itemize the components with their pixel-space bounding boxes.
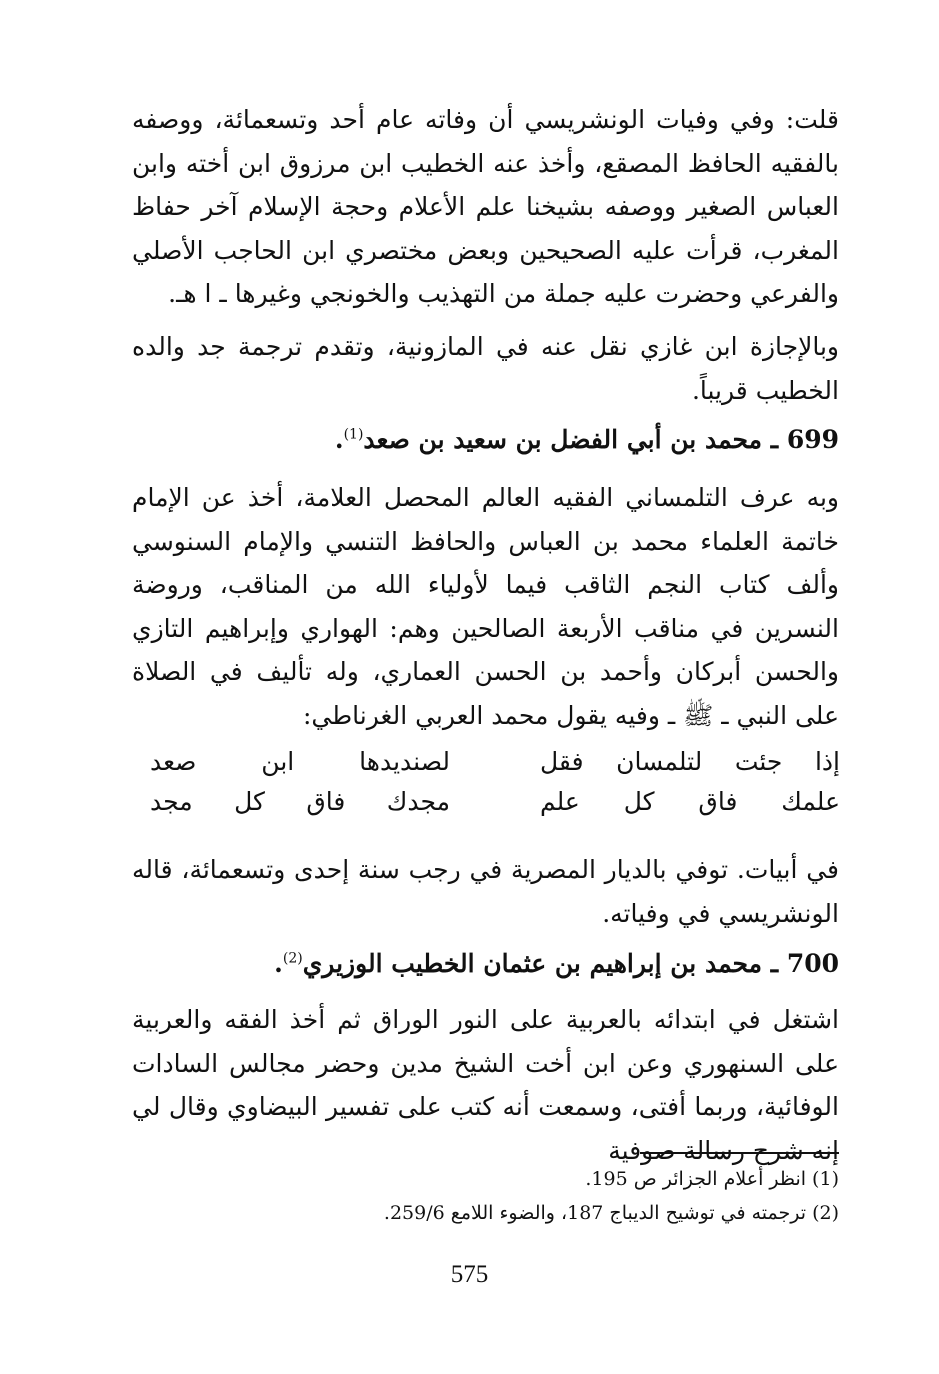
footnote-1: (1) انظر أعلام الجزائر ص 195.: [585, 1168, 839, 1190]
entry-heading-699: 699 ـ محمد بن أبي الفضل بن سعيد بن صعد$^{(1)}$.: [334, 425, 839, 454]
verse-line-2-first-hemistich: علمك فاق كل علم: [540, 787, 840, 816]
paragraph-death: في أبيات. توفي بالديار المصرية في رجب سنة إحدى وتسعمائة، قاله الونشريسي في وفياته.: [132, 855, 839, 928]
footnote-ref-2: (2): [282, 950, 303, 967]
verse-line-1-first-hemistich: إذا جئت لتلمسان فقل: [540, 747, 840, 776]
verse-line-2: [150, 782, 840, 822]
paragraph-qult: قلت: وفي وفيات الونشريسي أن وفاته عام أحد وتسعمائة، ووصفه بالفقيه الحافظ المصقع، وأخذ عنه الخطيب ابن مرزوق ابن أخته وابن العباس الصغير ووصفه بشيخنا علم الأعلام وحجة الإسلام آخر حفاظ المغرب، قرأت عليه الصحيحين وبعض مختصري ابن الحاجب الأصلي والفرعي وحضرت عليه جملة من التهذيب والخونجي وغيرها ـ ا هـ.: [132, 105, 839, 308]
entry-title-700: 700 ـ محمد بن إبراهيم بن عثمان الخطيب الوزيري: [302, 949, 839, 978]
paragraph-entry-700: اشتغل في ابتدائه بالعربية على النور الوراق ثم أخذ الفقه والعربية على السنهوري وعن ابن أخت الشيخ مدين وحضر مجالس السادات الوفائية، وربما أفتى، وسمعت أنه كتب على تفسير البيضاوي وقال لي إنه شرح رسالة صوفية: [132, 1005, 839, 1165]
verse-line-1-second-hemistich: لصنديدها ابن صعد: [150, 747, 450, 776]
footnotes: [132, 1162, 839, 1230]
paragraph-ijaza: وبالإجازة ابن غازي نقل عنه في المازونية، وتقدم ترجمة جد والده الخطيب قريباً.: [132, 332, 839, 405]
page-number: 575: [450, 1261, 489, 1288]
paragraph-entry-699: وبه عرف التلمساني الفقيه العالم المحصل العلامة، أخذ عن الإمام خاتمة العلماء محمد بن العباس والحافظ التنسي والإمام السنوسي وألف كتاب النجم الثاقب فيما لأولياء الله من المناقب، وروضة النسرين في مناقب الأربعة الصالحين وهم: الهواري وإبراهيم التازي والحسن أبركان وأحمد بن الحسن العماري، وله تأليف في الصلاة على النبي ـ ﷺ ـ وفيه يقول محمد العربي الغرناطي:: [132, 483, 839, 730]
entry-heading-700: 700 ـ محمد بن إبراهيم بن عثمان الخطيب الوزيري$^{(2)}$.: [274, 949, 839, 978]
poem-verse: [150, 742, 840, 822]
footnote-separator: [640, 1152, 839, 1154]
footnote-ref-1: (1): [343, 426, 364, 443]
verse-line-2-second-hemistich: مجدك فاق كل مجد: [150, 787, 450, 816]
footnote-2: (2) ترجمته في توشيح الديباج 187، والضوء اللامع 259/6.: [383, 1202, 839, 1224]
entry-title-699: 699 ـ محمد بن أبي الفضل بن سعيد بن صعد: [363, 425, 839, 454]
verse-line-1: [150, 742, 840, 782]
